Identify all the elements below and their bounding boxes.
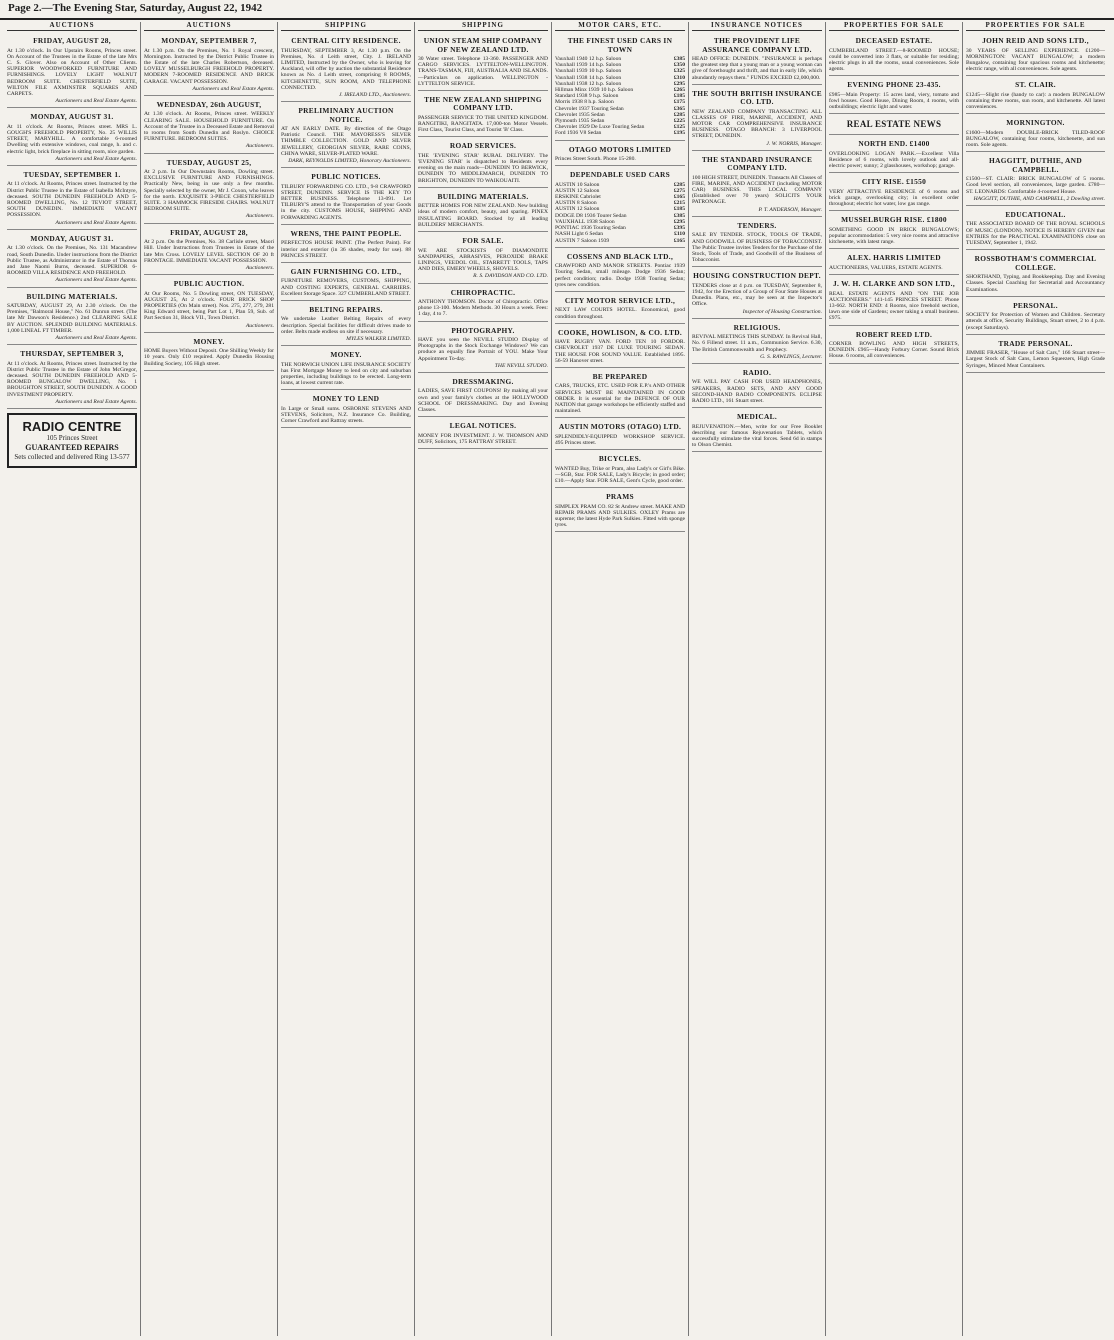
listing-name: Vauxhall 1939 10 h.p. Saloon (555, 68, 622, 75)
ad-body: TILBURY FORWARDING CO. LTD., 9-8 CRAWFORD STREET, DUNEDIN. SERVICE IS THE KEY TO BETTER BUSINESS. Telephone 13-091. Let TILBURY'S attend to the Transportation of your Goods in the city. CUSTOMS HOUSE, SHIPPING AND FORWARDING AGENTS. (281, 183, 411, 221)
listing-price: £275 (673, 187, 685, 194)
ad-body: SOCIETY for Protection of Women and Children. Secretary attends at office, Security Buildings, Stuart street, 2 to 4 p.m. (except Saturdays). (966, 312, 1105, 331)
ad-body: REJUVENATION.—Men, write for our Free Booklet describing our famous Rejuvenation Tablets, which successfully stimulate the vital forces. Send 6d in stamps to Olson Chemist. (692, 423, 822, 449)
ad-heading: GAIN FURNISHING CO. LTD., (290, 266, 402, 276)
advertisement (418, 324, 548, 373)
ad-signature: HAGGITT, DUTHIE, AND CAMPBELL, 2 Dowling street. (973, 195, 1105, 202)
ad-heading: MEDICAL. (737, 412, 777, 422)
ad-heading: ROSSBOTHAM'S COMMERCIAL COLLEGE. (974, 254, 1097, 272)
advertisement (555, 452, 685, 488)
ad-heading: PHOTOGRAPHY. (451, 325, 515, 335)
ad-body: At 1.30 o'clock. On the Premises, No. 131 Macandrew road, South Dunedin. Under instructions from the District Public Trustee, as Administrator in the Estate of Thomas and Jane Naomi Burns, deceased. SUPERIOR 6-ROOMED VILLA RESIDENCE AND FREEHOLD. (7, 245, 137, 277)
ad-body: SHORTHAND, Typing, and Bookkeeping. Day and Evening Classes. Special Coaching for Secretarial and Accountancy Examinations. (966, 274, 1105, 293)
ad-signature: Inspector of Housing Construction. (742, 308, 822, 315)
ad-heading: TRADE PERSONAL. (998, 338, 1073, 348)
ad-body: WANTED Buy, Trike or Pram, also Lady's or Girl's Bike.—SGB, Star. FOR SALE, Lady's Bicycle; in good order; £10.—Apply Star. FOR SALE, Gent's Cycle, good order. (555, 465, 685, 484)
listing-name: Chevrolet 1935 Sedan (555, 111, 605, 118)
advertisement (555, 326, 685, 368)
ad-body: ANTHONY THOMSON. Doctor of Chiropractic. Office phone 13-100. Modern Methods. 30 Hours a week. Fees: 1 day, 4 to 7. (418, 298, 548, 318)
listing-price: £285 (673, 181, 685, 188)
column-title: PROPERTIES FOR SALE (829, 22, 959, 31)
advertisement (144, 335, 274, 371)
ad-signature: THE NEVILL STUDIO. (494, 362, 548, 369)
listing-price: £110 (674, 231, 685, 238)
advertisement (692, 34, 822, 85)
ad-signature: J. IRELAND LTD., Auctioneers. (338, 92, 411, 99)
ad-body: 100 HIGH STREET, DUNEDIN. Transacts All Classes of FIRE, MARINE, AND ACCIDENT (including MOTOR CAR) BUSINESS. THIS LOCAL COMPANY (Established over 70 years) SOLICITS YOUR PATRONAGE. (692, 174, 822, 206)
box-line-t4: Sets collected and delivered Ring 13-577 (14, 452, 130, 461)
column-title: SHIPPING (281, 22, 411, 31)
listing-name: ERSKINE Cabriolet (555, 194, 601, 201)
advertisement (829, 34, 959, 76)
ad-signature: Auctioneers and Real Estate Agents. (55, 277, 137, 284)
listing-price: £185 (673, 93, 685, 100)
ad-signature: Auctioneers. (245, 264, 274, 271)
advertisement (555, 420, 685, 450)
advertisement (144, 226, 274, 275)
page-header (0, 0, 1114, 20)
ad-body: THE NORWICH UNION LIFE INSURANCE SOCIETY has First Mortgage Money to lend on city and suburban properties, including buildings to be erected. Long-term loans, at lowest current rate. (281, 361, 411, 387)
advertisement (555, 143, 685, 167)
advertisement (555, 294, 685, 324)
advertisement (144, 277, 274, 333)
listing-price: £365 (673, 105, 685, 112)
advertisement (966, 78, 1105, 114)
advertisement (418, 34, 548, 91)
ad-heading: LEGAL NOTICES. (449, 421, 517, 431)
advertisement (418, 419, 548, 449)
listing-price: £325 (673, 68, 685, 75)
ad-body: At 1.30 o'clock. In Our Upstairs Rooms, Princes street. On Account of the Trustees in the Estate of the late Mrs C. S. Glover. Also on Account of Other Clients. SUPERIOR WOODWORKED FURNITURE AND FURNISHINGS. LOVELY LIGHT WALNUT BEDROOM SUITE. CHESTERFIELD SUITE, WILTON FILE AXMINSTER SQUARES AND CARPETS. (7, 47, 137, 98)
ad-body: CARS, TRUCKS, ETC. USED FOR E.P.'s AND OTHER SERVICES MUST BE MAINTAINED IN GOOD ORDER. It is essential for the DEFENCE OF OUR NATION that garage workshops be efficiently staffed and maintained. (555, 383, 685, 415)
column-8 (963, 22, 1108, 1336)
ad-body: £1500—ST. CLAIR: BRICK BUNGALOW of 5 rooms. Good level section, all conveniences, large garden. £780—ST. LEONARDS: Comfortable 4-roomed House. (966, 176, 1105, 195)
listing-price: £385 (673, 56, 685, 63)
advertisement (555, 250, 685, 292)
ad-signature: Auctioneers and Real Estate Agents. (55, 155, 137, 162)
advertisement (692, 87, 822, 151)
listing-row (555, 238, 685, 244)
ad-body: PASSENGER SERVICE TO THE UNITED KINGDOM. RANGITIKI, RANGITATA. 17,000-ton Motor Vessels. First Class, Tourist Class, and Tourist 'B' Class. (418, 114, 548, 134)
ad-heading: THE NEW ZEALAND SHIPPING COMPANY LTD. (424, 95, 542, 113)
ad-heading: PUBLIC AUCTION. (173, 279, 245, 289)
ad-signature: DARK, REYNOLDS LIMITED, Honorary Auctioneers. (288, 158, 411, 165)
ad-heading: THE STANDARD INSURANCE COMPANY LTD. (701, 154, 813, 173)
advertisement (281, 34, 411, 102)
ad-heading: PUBLIC NOTICES. (311, 172, 381, 182)
ad-body: £985—Main Property: 15 acres land, viery, tomato and fowl houses. Good House, Dining Room, 4 rooms, with outbuildings; electric light and water. (829, 91, 959, 111)
advertisement (7, 232, 137, 288)
listing-price: £175 (673, 99, 685, 106)
column-1 (4, 22, 141, 1336)
ad-body: JIMMIE FRASER, "House of Salt Cars," 166 Stuart street—Largest Stock of Salt Cans, Lemon Squeezers, High Grade Syringes, Minced Meat Containers. (966, 350, 1105, 369)
ad-signature: Auctioneers and Real Estate Agents. (55, 398, 137, 405)
advertisement (418, 190, 548, 232)
ad-body: £1245—Slight rise (handy to car): a modern BUNGALOW containing three rooms, sun room, and kitchenette. All latest conveniences. (966, 91, 1105, 111)
ad-body: NEXT LAW COURTS HOTEL. Economical, good condition throughout. (555, 307, 685, 320)
ad-heading: MONEY. (193, 336, 225, 346)
ad-heading: EDUCATIONAL. (1005, 210, 1066, 220)
listing-price: £125 (673, 124, 685, 131)
ad-body: BETTER HOMES FOR NEW ZEALAND. New building ideas of modern comfort, beauty, and sparing. PINEX INSULATING BOARD. Stocked by all leading BUILDERS' MERCHANTS. (418, 203, 548, 228)
ad-heading: MONEY TO LEND (312, 394, 380, 404)
advertisement (692, 366, 822, 408)
ad-heading: DEPENDABLE USED CARS (569, 170, 671, 180)
advertisement (418, 93, 548, 137)
ad-body: At 11 o'clock. At Rooms, Princes street. Instructed by the District Public Trustee in the Estate of Isabella McIntyre, deceased. SOUTH DUNEDIN FREEHOLD AND 5-ROOMED DWELLING, No. 12 TEVIOT STREET, SOUTH DUNEDIN. IMMEDIATE VACANT POSSESSION. (7, 181, 137, 219)
ad-heading: ALEX. HARRIS LIMITED (847, 253, 941, 263)
ad-heading: FRIDAY, AUGUST 28, (170, 227, 248, 237)
ad-heading: PERSONAL. (1013, 300, 1058, 310)
advertisement (829, 251, 959, 275)
listing-name: Vauxhall 1938 14 h.p. Saloon (555, 74, 622, 81)
column-title: AUCTIONS (7, 22, 137, 31)
ad-body: At 11 o'clock. At Rooms, Princes street. Instructed by the District Public Trustee in the Estate of John McGregor, deceased. SOUTH DUNEDIN FREEHOLD AND 5-ROOMED BUNGALOW DWELLING, No. 1 BROUGHTON STREET, SOUTH DUNEDIN. A GOOD INVESTMENT PROPERTY. (7, 360, 137, 398)
ad-body: SOMETHING GOOD IN BRICK BUNGALOWS; popular accommodation: 5 very nice rooms and attractive kitchenette, with latest range. (829, 226, 959, 246)
ad-signature: Auctioneers and Real Estate Agents. (55, 334, 137, 341)
ad-heading: CITY MOTOR SERVICE LTD., (564, 295, 676, 305)
advertisement (418, 375, 548, 417)
listing-name: DODGE D8 1936 Tourer Sedan (555, 212, 627, 219)
ad-heading: BICYCLES. (598, 454, 642, 464)
ad-body: MONEY FOR INVESTMENT. J. W. THOMSON AND DUFF, Solicitors, 175 RATTRAY STREET. (418, 432, 548, 445)
ad-heading: MONDAY, AUGUST 31. (30, 112, 114, 122)
column-title: INSURANCE NOTICES (692, 22, 822, 31)
ad-signature: Auctioneers and Real Estate Agents. (55, 219, 137, 226)
ad-heading: THURSDAY, SEPTEMBER 3, (20, 349, 124, 359)
ad-body: FURNITURE REMOVERS, CUSTOMS, SHIPPING, AND COSTING EXPERTS, GENERAL CARRIERS. Excellent Storage Space. 327 CUMBERLAND STREET. (281, 278, 411, 297)
listing-price: £295 (673, 80, 685, 87)
ad-signature: Auctioneers and Real Estate Agents. (192, 85, 274, 92)
ad-heading: CHIROPRACTIC. (450, 287, 516, 297)
listing-name: Morris 1938 8 h.p. Saloon (555, 99, 614, 106)
ad-heading: TUESDAY, SEPTEMBER 1. (23, 170, 121, 180)
columns-container (4, 22, 1110, 1336)
ad-body: SPLENDIDLY-EQUIPPED WORKSHOP SERVICE. 495 Princes street. (555, 433, 685, 446)
ad-signature: G. S. RAWLINGS, Lecturer. (760, 353, 822, 360)
ad-heading: ROAD SERVICES. (449, 141, 517, 151)
ad-body: At 1.30 p.m. On the Premises, No. 1 Royal crescent, Mornington. Instructed by the District Public Trustee in the Estate of the late Charles Robertson, deceased. LOVELY MUSSELBURGH FREEHOLD PROPERTY. MODERN 7-ROOMED RESIDENCE AND BRICK GARAGE. VACANT POSSESSION. (144, 47, 274, 85)
ad-heading: ST. CLAIR. (1015, 80, 1056, 90)
box-line-t1: RADIO CENTRE (22, 418, 122, 434)
ad-signature: Auctioneers. (245, 143, 274, 150)
advertisement (7, 168, 137, 230)
ad-heading: RELIGIOUS. (733, 322, 781, 332)
listing-name: AUSTIN 8 Saloon (555, 200, 597, 207)
advertisement (281, 348, 411, 390)
ad-body: CORNER BOWLING AND HIGH STREETS, DUNEDIN. £965—Handy Forbury Corner. Sound Brick House. 6 rooms, all conveniences. (829, 340, 959, 360)
ad-signature: MYLES WALKER LIMITED. (346, 335, 411, 342)
listing-name: Standard 1938 9 h.p. Saloon (555, 93, 619, 100)
listing-name: Vauxhall 1938 12 h.p. Saloon (555, 80, 622, 87)
listing-name: Chevrolet 1937 Touring Sedan (555, 105, 624, 112)
advertisement (692, 269, 822, 318)
ad-signature: J. W. NORRIS, Manager. (766, 140, 822, 147)
advertisement (692, 410, 822, 452)
ad-heading: THE PROVIDENT LIFE ASSURANCE COMPANY LTD. (702, 36, 812, 54)
advertisement (829, 328, 959, 364)
ad-body: We undertake Leather Belting Repairs of every description. Special facilities for difficult drives made to order. Belts made endless on site if necessary. (281, 316, 411, 335)
ad-heading: COOKE, HOWLISON, & CO. LTD. (557, 327, 683, 337)
advertisement (144, 156, 274, 224)
advertisement (829, 137, 959, 173)
ad-body: £1600—Modern DOUBLE-BRICK TILED-ROOF BUNGALOW, containing four rooms, kitchenette, and sun room. Sole agents. (966, 129, 1105, 149)
ad-heading: HOUSING CONSTRUCTION DEPT. (693, 271, 821, 281)
ad-body: SIMPLEX PRAM CO. 82 St Andrew street. MAKE AND REPAIR PRAMS AND SULKIES. OXLEY Prams are supreme; the latest Hyde Park Sulkies. Fitted with sponge tyres. (555, 503, 685, 529)
ad-body: THE 'EVENING STAR' RURAL DELIVERY. The 'EVENING STAR' is dispatched to Residents every evening on the main roads—DUNEDIN TO BERWICK, DUNEDIN TO MIDDLEMARCH, DUNEDIN TO BRIGHTON, DUNEDIN TO WAIKOUAITI. (418, 152, 548, 184)
advertisement (418, 139, 548, 187)
listing-price: £195 (673, 130, 685, 137)
listing-name: Chevrolet 1929 De Luxe Touring Sedan (555, 124, 645, 131)
ad-body: VERY ATTRACTIVE RESIDENCE of 6 rooms and brick garage, overlooking city; in excellent order throughout; electric hot water, low gas range. (829, 188, 959, 208)
ad-heading: TENDERS. (737, 220, 777, 230)
ad-heading: PRAMS (606, 492, 634, 502)
ad-heading: WRENS, THE PAINT PEOPLE. (290, 228, 402, 238)
advertisement (418, 234, 548, 283)
ad-body: WE WILL PAY CASH FOR USED HEADPHONES, SPEAKERS, RADIO SETS, AND ANY GOOD SECOND-HAND RADIO COMPONENTS. ECLIPSE RADIO LTD., 161 Stuart street. (692, 379, 822, 404)
advertisement (555, 490, 685, 532)
advertisement (966, 116, 1105, 152)
ad-heading: PRELIMINARY AUCTION NOTICE. (298, 106, 394, 124)
advertisement (144, 98, 274, 154)
ad-body: OVERLOOKING LOGAN PARK.—Excellent Villa Residence of 6 rooms, with lovely outlook and all-electric power; sunny; 2 glasshouses, workshop; garage. (829, 150, 959, 170)
advertisement (281, 227, 411, 263)
ad-heading: JOHN REID AND SONS LTD., (982, 36, 1089, 46)
listing-price: £215 (673, 200, 685, 207)
ad-heading: UNION STEAM SHIP COMPANY OF NEW ZEALAND LTD. (423, 36, 543, 54)
advertisement (966, 337, 1105, 373)
listing-row (555, 130, 685, 136)
ad-heading: MONDAY, AUGUST 31. (30, 233, 114, 243)
ad-heading: CENTRAL CITY RESIDENCE. (291, 36, 401, 46)
ad-heading: COSSENS AND BLACK LTD., (566, 251, 674, 261)
advertisement (692, 321, 822, 364)
listing-price: £185 (673, 206, 685, 213)
ad-signature: Auctioneers. (245, 322, 274, 329)
ad-heading: CITY RISE. £1550 (861, 177, 927, 187)
advertisement (829, 78, 959, 114)
advertisement (829, 277, 959, 325)
ad-body: SALE BY TENDER. STOCK, TOOLS OF TRADE, AND GOODWILL OF BUSINESS OF TOBACCONIST. The Public Trustee invites Tenders for the Purchase of the Stock, Tools of Trade, and Goodwill of the Business of Tobacconist. (692, 232, 822, 264)
ad-body: In Large or Small sums. OSBORNE STEVENS AND STEVENS, Solicitors, N.Z. Insurance Co. Building, Corner Crawford and Rattray streets. (281, 405, 411, 425)
listing-name: PONTIAC 1936 Touring Sedan (555, 225, 626, 232)
ad-heading: THE SOUTH BRITISH INSURANCE CO. LTD. (692, 88, 822, 107)
advertisement (966, 252, 1105, 296)
advertisement (829, 175, 959, 211)
ad-signature: R. S. DAVIDSON AND CO. LTD. (473, 273, 548, 280)
advertisement (966, 154, 1105, 206)
ad-body: 30 Water street. Telephone 13-360. PASSENGER AND CARGO SERVICES. LYTTELTON-WELLINGTON. TRANS-TASMAN, FIJI, AUSTRALIA AND ISLANDS.—Particulars on application. WELLINGTON - LYTTELTON SERVICE. (418, 56, 548, 87)
listing-name: Ford 1936 V8 Sedan (555, 130, 602, 137)
ad-heading: BE PREPARED (592, 371, 648, 381)
column-5 (552, 22, 689, 1336)
listing-name: Plymouth 1935 Sedan (555, 118, 605, 125)
box-line-t2: 105 Princes Street (46, 433, 98, 442)
column-title: AUCTIONS (144, 22, 274, 31)
ad-heading: ROBERT REED LTD. (855, 329, 933, 339)
ad-heading: MONDAY, SEPTEMBER 7, (161, 36, 257, 46)
ad-heading: AUSTIN MOTORS (OTAGO) LTD. (558, 422, 682, 432)
radio-centre-advertisement (7, 413, 137, 468)
advertisement (966, 208, 1105, 250)
column-7 (826, 22, 963, 1336)
ad-body: NEW ZEALAND COMPANY TRANSACTING ALL CLASSES OF FIRE, MARINE, ACCIDENT, AND MOTOR CAR COMPREHENSIVE INSURANCE BUSINESS. OTAGO BRANCH: 3 LIVERPOOL STREET, DUNEDIN. (692, 108, 822, 140)
column-2 (141, 22, 278, 1336)
ad-heading: OTAGO MOTORS LIMITED (568, 144, 672, 154)
ad-body: Princes Street South. Phone 15-280. (555, 156, 636, 163)
listing-price: £225 (673, 118, 685, 125)
ad-body: At 2 p.m. In Our Downstairs Rooms, Dowling street. EXCLUSIVE FURNITURE AND FURNISHINGS. Practically New, being in use only a few months. Specially selected by the owner, Mr J. Coxon, who leaves for the north. EXQUISITE 3-PIECE CHESTERFIELD SUITE. 3 HAMMOCK FIRESIDE CHAIRS. WALNUT BEDROOM SUITE. (144, 169, 274, 213)
advertisement (281, 392, 411, 428)
ad-signature: Auctioneers and Real Estate Agents. (55, 98, 137, 105)
listing-name: Vauxhall 1940 12 h.p. Saloon (555, 56, 622, 63)
ad-body: SATURDAY, AUGUST 29, At 2.30 o'clock. On the Premises, "Balmoral House," No. 61 Dunrun street. (The late Mr Dawson's Residence.) 2nd CLEARING SALE BY AUCTION. SPLENDID BUILDING MATERIALS. 1,000 LINEAL FT TIMBER. (7, 302, 137, 334)
listing-name: AUSTIN 7 Saloon 1939 (555, 237, 610, 244)
ad-heading: THE FINEST USED CARS IN TOWN (567, 36, 673, 54)
listing-price: £295 (673, 218, 685, 225)
ad-heading: MORNINGTON. (1006, 118, 1065, 128)
ad-body: HOME Buyers Without Deposit. One Shilling Weekly for 10 years. Only £10 required. Apply Dunedin Housing Building Society, 105 High street. (144, 348, 274, 367)
ad-heading: WEDNESDAY, 26th AUGUST, (156, 100, 262, 110)
ad-body: AUCTIONEERS, VALUERS, ESTATE AGENTS. (829, 264, 943, 271)
listing-price: £285 (673, 111, 685, 118)
listing-price: £165 (673, 194, 685, 201)
listing-price: £310 (673, 74, 685, 81)
ad-body: At Our Rooms, No. 5 Dowling street, ON TUESDAY, AUGUST 25, At 2 o'clock. FOUR BRICK SHOP PROPERTIES (On Main street). Nos. 275, 277, 279, 281 King Edward street, being Part Lot 1, Plan 59, Sub. of Part Section 31, Block VII., Town District. (144, 290, 274, 322)
ad-heading: J. W. H. CLARKE AND SON LTD., (833, 279, 955, 289)
advertisement (966, 299, 1105, 335)
ad-heading: MUSSELBURGH RISE. £1800 (841, 215, 947, 225)
ad-body: LADIES, SAVE FIRST COUPONS! By making all your own and your family's clothes at the HOLLYWOOD SCHOOL OF DRESSMAKING. Day and Evening Classes. (418, 388, 548, 413)
ad-body: At 2 p.m. On the Premises, No. 38 Carlisle street, Maori Hill. Under Instructions from Trustees in Estate of the late Mrs Cross. LOVELY LEVEL SECTION OF 20 ft FRONTAGE. IMMEDIATE VACANT POSSESSION. (144, 239, 274, 264)
advertisement (555, 168, 685, 247)
advertisement (692, 219, 822, 267)
ad-body: REAL ESTATE AGENTS AND "ON THE JOB AUCTIONEERS." 141-145 PRINCES STREET. Phone 13-662. NORTH END: 4 Rooms, nice freehold section, lawn one side of Gardens; owner taking a small business. £975. (829, 290, 959, 322)
ad-body: HEAD OFFICE: DUNEDIN. "INSURANCE is perhaps the greatest step that a young man or a young woman can give of forethought and thrift, and that in early life, which abundantly repays them." FUNDS EXCEED £2,000,000. (692, 56, 822, 81)
listing-name: AUSTIN 12 Saloon (555, 206, 600, 213)
advertisement (7, 347, 137, 409)
listing-name: Hillman Minx 1939 10 h.p. Saloon (555, 87, 634, 94)
listing-name: AUSTIN 12 Saloon (555, 187, 600, 194)
listing-price: £350 (673, 62, 685, 69)
ad-body: TENDERS close at 4 p.m. on TUESDAY, September 8, 1942, for the Erection of a Group of Four State Houses at Dunedin. Plans, etc., may be seen at the Inspector's Office. (692, 282, 822, 308)
advertisement (555, 34, 685, 140)
ad-heading: DECEASED ESTATE. (855, 36, 933, 46)
ad-body: WE ARE STOCKISTS OF DIAMONDITE SANDPAPERS, ABRASIVES, PEROXIDE BRAKE LININGS, VEEDOL OIL, STARRETT TOOLS, TAPS AND DIES, EMERY WHEELS, SHOVELS. (418, 247, 548, 273)
ad-heading: HAGGITT, DUTHIE, AND CAMPBELL. (989, 156, 1082, 174)
listing-price: £165 (673, 237, 685, 244)
ad-body: 30 YEARS OF SELLING EXPERIENCE. £1200—MORNINGTON: VACANT BUNGALOW; a modern Bungalow, containing four spacious rooms and kitchenette; electric range, with all conveniences. Sole agents. (966, 47, 1105, 73)
page-header-title: Page 2.—The Evening Star, Saturday, August 22, 1942 (8, 2, 263, 14)
ad-body: THURSDAY, SEPTEMBER 3, At 1.30 p.m. On the Premises, No. 4 Leith street, City. J. IRELAND LIMITED, Instructed by the Owner, who is leaving for Auckland, will offer by auction the substantial Residence known as No. 4 Leith street, comprising 8 ROOMS, KITCHENETTE, SUN ROOM, AND TELEPHONE CONNECTED. (281, 47, 411, 91)
advertisement (7, 110, 137, 166)
advertisement (555, 370, 685, 418)
ad-heading: BUILDING MATERIALS. (26, 291, 118, 301)
advertisement (7, 290, 137, 346)
advertisement (281, 265, 411, 301)
ad-heading: TUESDAY, AUGUST 25, (166, 157, 252, 167)
ad-body: AT AN EARLY DATE. By direction of the Otago Patriotic Council. THE MAYORESS'S SILVER THIMBLE COLLECTION. GOLD AND SILVER JEWELLERY, GEORGIAN SILVER, RARE COINS, CHINA WARE, SILVER-PLATED WARE. (281, 126, 411, 157)
ad-signature: Auctioneers. (245, 213, 274, 220)
advertisement (829, 116, 959, 135)
advertisement (281, 303, 411, 346)
column-6 (689, 22, 826, 1336)
advertisement (966, 34, 1105, 76)
advertisement (829, 213, 959, 249)
ad-heading: RADIO. (742, 367, 772, 377)
ad-heading: EVENING PHONE 23-435. (847, 80, 941, 90)
column-title: SHIPPING (418, 22, 548, 31)
listing-price: £395 (673, 225, 685, 232)
listing-price: £385 (673, 212, 685, 219)
listing-name: NASH Light 6 Sedan (555, 231, 604, 238)
ad-body: REVIVAL MEETINGS THIS SUNDAY. In Revival Hall, No. 6 Fillend street. 11 a.m., Communion Service. 6.30, The British Commonwealth and Prophecy. (692, 334, 822, 353)
column-title: MOTOR CARS, ETC. (555, 22, 685, 31)
ad-heading: NORTH END. £1400 (858, 139, 930, 149)
ad-body: HAVE you seen the NEVILL STUDIO Display of Photographs in the Stock Exchange Windows? We can produce an equally fine Portrait of YOU. Make Your Appointment To-day. (418, 336, 548, 362)
advertisement (7, 34, 137, 108)
column-title: PROPERTIES FOR SALE (966, 22, 1105, 31)
listing-name: AUSTIN 10 Saloon (555, 181, 600, 188)
listing-name: VAUXHALL 1938 Saloon (555, 218, 615, 225)
ad-heading: BELTING REPAIRS. (309, 304, 383, 314)
ad-heading: REAL ESTATE NEWS (846, 119, 942, 130)
ad-body: HAVE RUGBY VAN. FORD TEN 10 FORDOR. CHEVROLET 1937 DE LUXE TOURING SEDAN. THE HOUSE FOR SOUND VALUE. Established 1895. 56-59 Hanover street. (555, 339, 685, 364)
advertisement (692, 153, 822, 217)
advertisement (418, 286, 548, 322)
ad-body: CRAWFORD AND MANOR STREETS. Pontiac 1939 Touring Sedan, small mileage. Dodge 1936 Sedan; perfect condition; radio. Dodge 1938 Touring Sedan; tyres new condition. (555, 263, 685, 288)
advertisement (281, 170, 411, 225)
advertisement (281, 104, 411, 168)
ad-body: PERFECTOS HOUSE PAINT. (The Perfect Paint). For interior and exterior (in 36 shades, ready for use). 88 PRINCES STREET. (281, 240, 411, 259)
ad-body: At 1.30 o'clock. At Rooms, Princes street. WEEKLY CLEARING SALE. HOUSEHOLD FURNITURE. On Account of the Trustee in a Deceased Estate and Removal to rooms from South Dunedin and Roslyn. CHOICE FURNITURE. BEDROOM SUITES. (144, 111, 274, 143)
advertisement (144, 34, 274, 96)
ad-signature: P. T. ANDERSON, Manager. (758, 206, 822, 213)
box-line-t3: GUARANTEED REPAIRS (25, 442, 119, 452)
listing-price: £265 (673, 87, 685, 94)
column-4 (415, 22, 552, 1336)
ad-heading: DRESSMAKING. (452, 376, 514, 386)
listing-name: Vauxhall 1939 14 h.p. Saloon (555, 62, 622, 69)
ad-body: CUMBERLAND STREET.—8-ROOMED HOUSE; could be converted into 3 flats, or suitable for residing; electric plugs in all the rooms, usual conveniences. Sole agents. (829, 47, 959, 73)
ad-heading: FRIDAY, AUGUST 28, (33, 36, 111, 46)
ad-heading: FOR SALE. (462, 236, 504, 246)
ad-heading: MONEY. (330, 350, 362, 360)
ad-body: THE ASSOCIATED BOARD OF THE ROYAL SCHOOLS OF MUSIC (LONDON). NOTICE IS HEREBY GIVEN that ENTRIES for the PRACTICAL EXAMINATIONS close on TUESDAY, September 1, 1942. (966, 221, 1105, 247)
ad-body: At 11 o'clock. At Rooms, Princes street. MRS L. GOUGH'S FREEHOLD PROPERTY, No. 25 WILLIS STREET, MARYHILL. A comfortable 6-roomed Dwelling with extensive windows, coal range, h. and c. electric light, brick fireplace in sitting room, nice garden. (7, 123, 137, 155)
ad-heading: BUILDING MATERIALS. (437, 191, 529, 201)
column-3 (278, 22, 415, 1336)
